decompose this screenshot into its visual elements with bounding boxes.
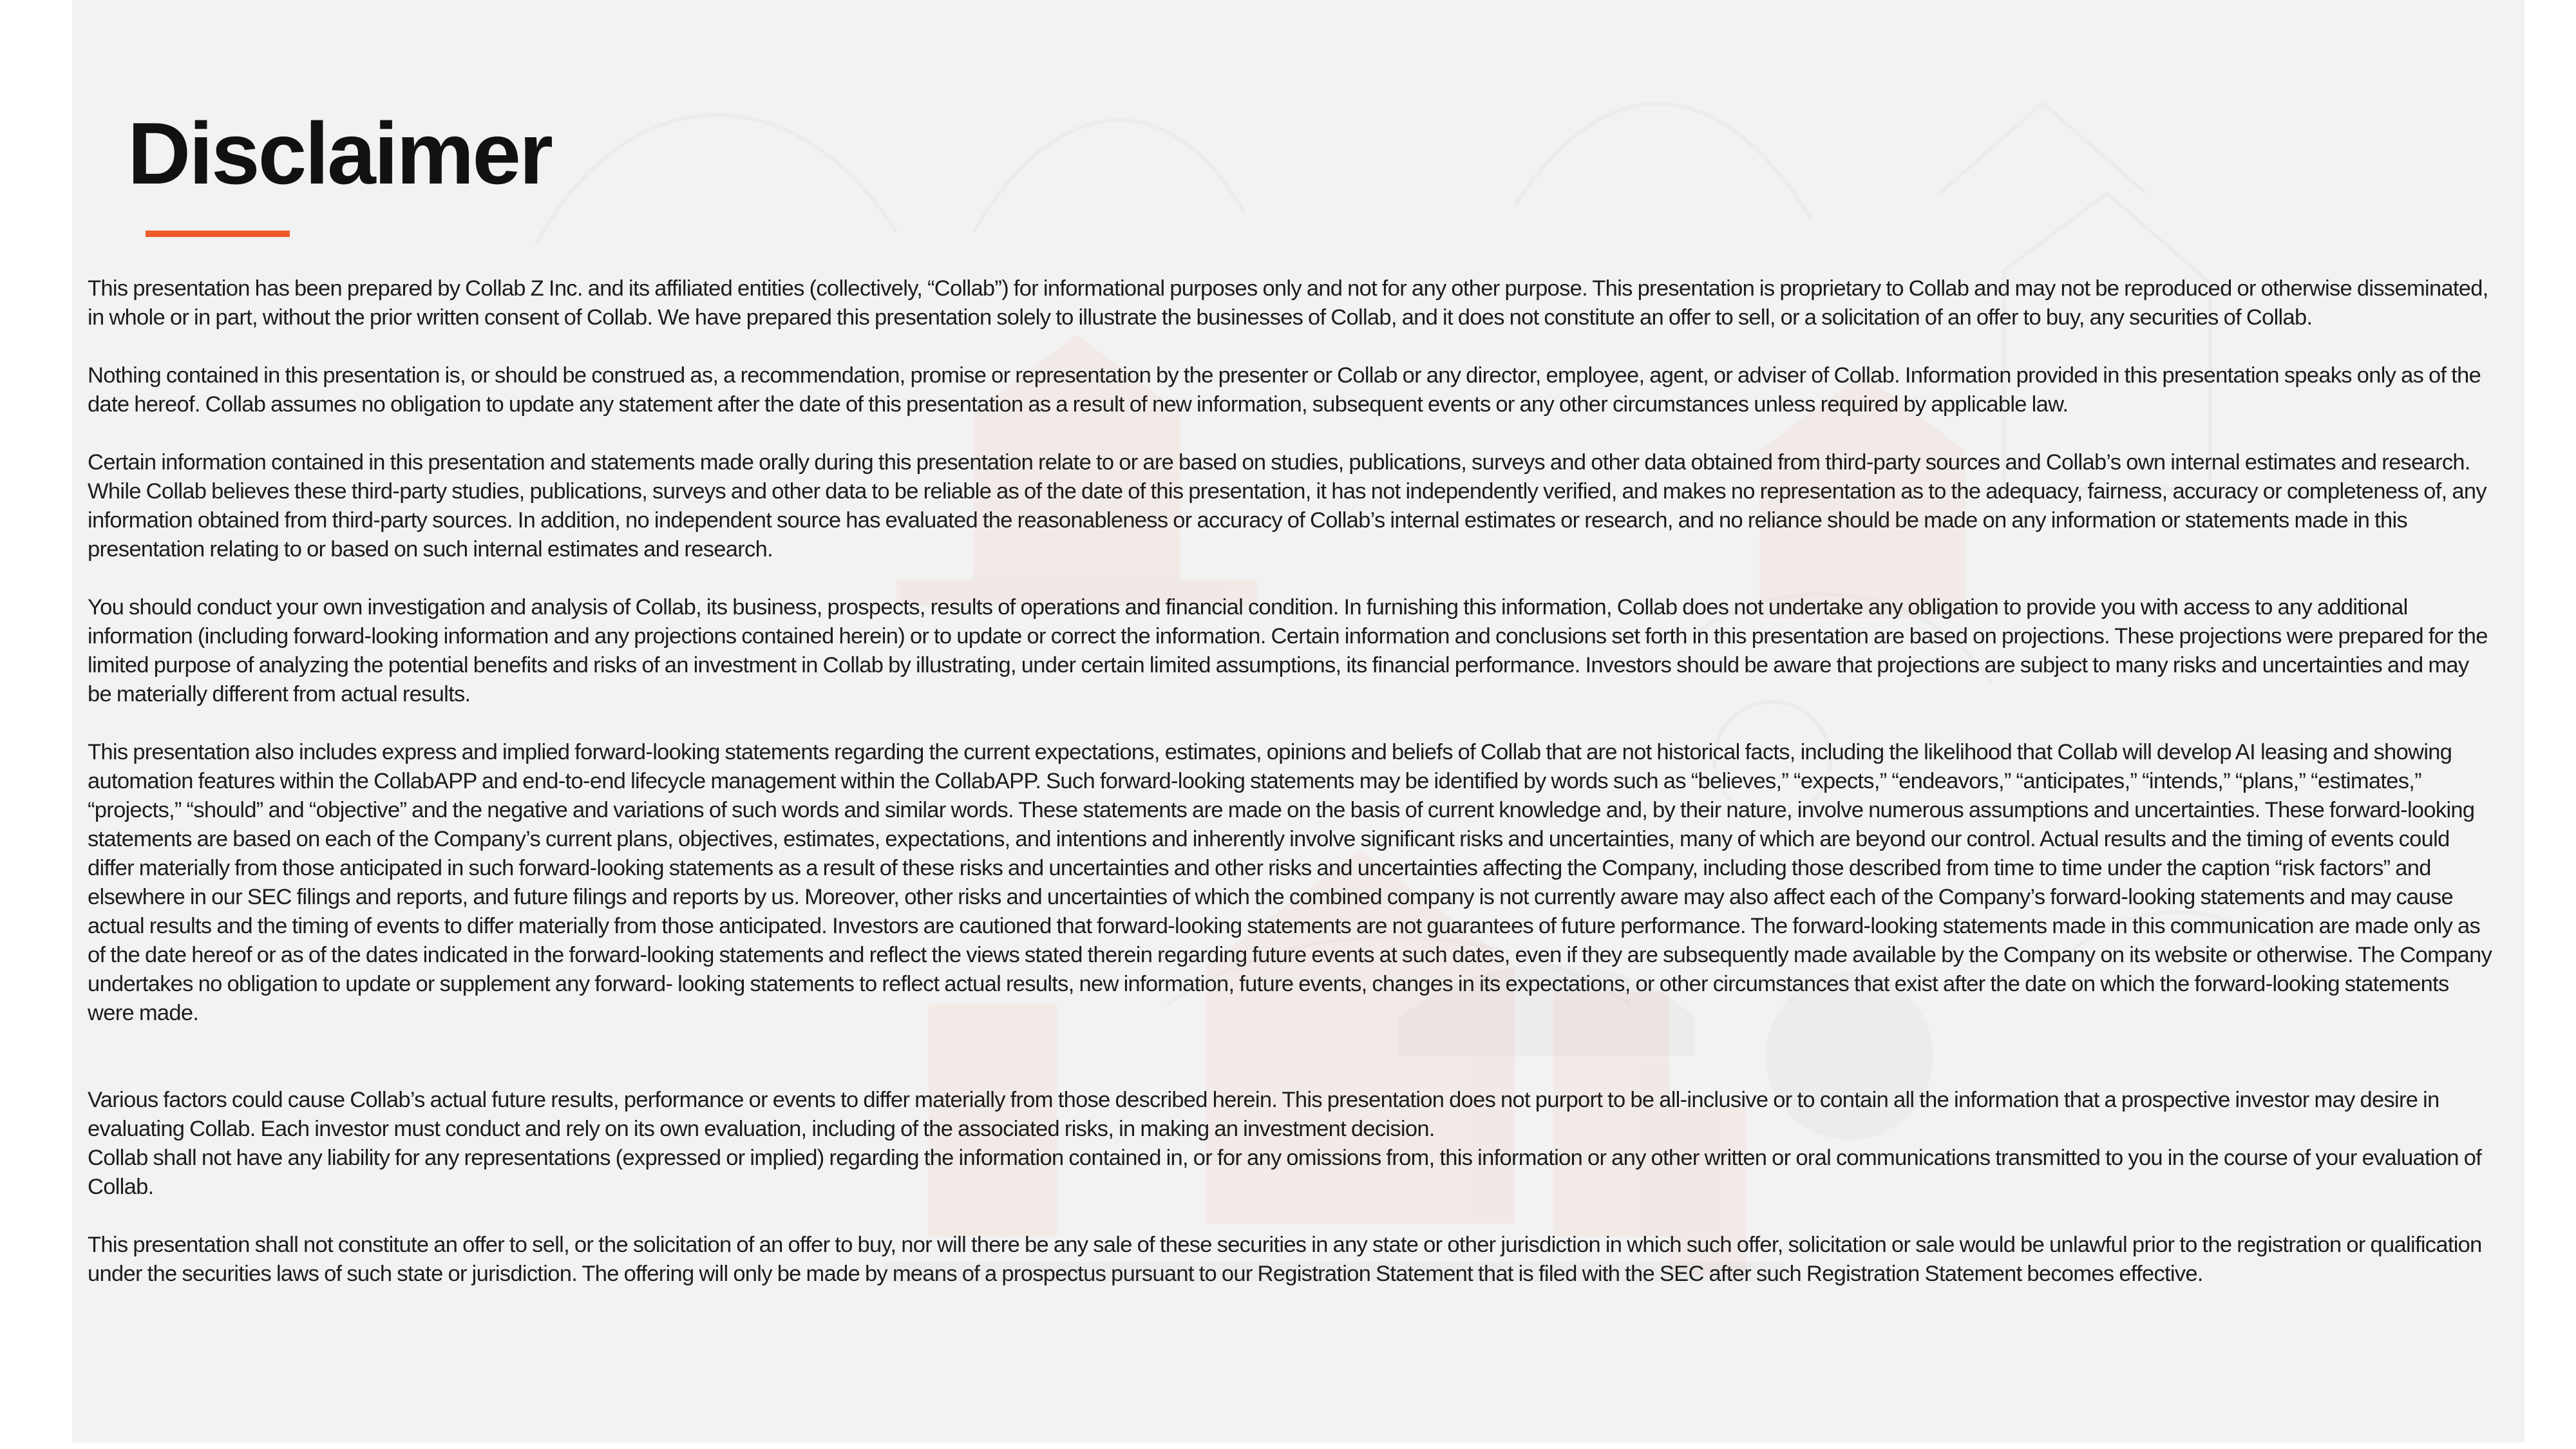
disclaimer-paragraph: Nothing contained in this presentation is, or should be construed as, a recommendation, promise or representation by the presenter or Collab or any director, employee, agent, or adviser of Collab. Information provided in this presentation speaks only as of the date hereof. Collab assumes no obligation to update any statement after the date of this presentation as a result of new information, subsequent events or any other circumstances unless required by applicable law. — [88, 363, 2481, 417]
disclaimer-paragraph: This presentation also includes express and implied forward-looking statements regarding the current expectations, estimates, opinions and beliefs of Collab that are not historical facts, including the likelihood that Collab will develop AI leasing and showing automation features within the CollabAPP and end-to-end lifecycle management within the CollabAPP. Such forward-looking statements may be identified by words such as “believes,” “expects,” “endeavors,” “anticipates,” “intends,” “plans,” “estimates,” “projects,” “should” and “objective” and the negative and variations of such words and similar words. These statements are made on the basis of current knowledge and, by their nature, involve numerous assumptions and uncertainties. These forward-looking statements are based on each of the Company’s current plans, objectives, estimates, expectations, and intentions and inherently involve significant risks and uncertainties, many of which are beyond our control. Actual results and the timing of events could differ materially from those anticipated in such forward-looking statements as a result of these risks and uncertainties and other risks and uncertainties affecting the Company, including those described from time to time under the caption “risk factors” and elsewhere in our SEC filings and reports, and future filings and reports by us. Moreover, other risks and uncertainties of which the combined company is not currently aware may also affect each of the Company’s forward-looking statements and may cause actual results and the timing of events to differ materially from those anticipated. Investors are cautioned that forward-looking statements are not guarantees of future performance. The forward-looking statements made in this communication are made only as of the date hereof or as of the dates indicated in the forward-looking statements and reflect the views stated therein regarding future events at such dates, even if they are subsequently made available by the Company on its website or otherwise. The Company undertakes no obligation to update or supplement any forward- looking statements to reflect actual results, new information, future events, changes in its expectations, or other circumstances that exist after the date on which the forward-looking statements were made. — [88, 740, 2492, 1025]
disclaimer-paragraph: You should conduct your own investigation and analysis of Collab, its business, prospects, results of operations and financial condition. In furnishing this information, Collab does not undertake any obligation to provide you with access to any additional information (including forward-looking information and any projections contained herein) or to update or correct the information. Certain information and conclusions set forth in this presentation are based on projections. These projections were prepared for the limited purpose of analyzing the potential benefits and risks of an investment in Collab by illustrating, under certain limited assumptions, its financial performance. Investors should be aware that projections are subject to many risks and uncertainties and may be materially different from actual results. — [88, 595, 2488, 706]
disclaimer-paragraph: This presentation has been prepared by Collab Z Inc. and its affiliated entities (collectively, “Collab”) for informational purposes only and not for any other purpose. This presentation is proprietary to Collab and may not be reproduced or otherwise disseminated, in whole or in part, without the prior written consent of Collab. We have prepared this presentation solely to illustrate the businesses of Collab, and it does not constitute an offer to sell, or a solicitation of an offer to buy, any securities of Collab. — [88, 276, 2488, 330]
disclaimer-paragraph: Various factors could cause Collab’s actual future results, performance or events to differ materially from those described herein. This presentation does not purport to be all-inclusive or to contain all the information that a prospective investor may desire in evaluating Collab. Each investor must conduct and rely on its own evaluation, including of the associated risks, in making an investment decision. — [88, 1088, 2439, 1141]
disclaimer-paragraph: Collab shall not have any liability for any representations (expressed or implied) regarding the information contained in, or for any omissions from, this information or any other written or oral communications transmitted to you in the course of your evaluation of Collab. — [88, 1146, 2482, 1199]
disclaimer-paragraph: Certain information contained in this presentation and statements made orally during this presentation relate to or are based on studies, publications, surveys and other data obtained from third-party sources and Collab’s own internal estimates and research. While Collab believes these third-party studies, publications, surveys and other data to be reliable as of the date of this presentation, it has not independently verified, and makes no representation as to the adequacy, fairness, accuracy or completeness of, any information obtained from third-party sources. In addition, no independent source has evaluated the reasonableness or accuracy of Collab’s internal estimates or research, and no reliance should be made on any information or statements made in this presentation relating to or based on such internal estimates and research. — [88, 450, 2486, 562]
disclaimer-body — [88, 274, 2496, 1289]
page-title: Disclaimer — [128, 104, 551, 202]
disclaimer-paragraph: This presentation shall not constitute an offer to sell, or the solicitation of an offer to buy, nor will there be any sale of these securities in any state or other jurisdiction in which such offer, solicitation or sale would be unlawful prior to the registration or qualification under the securities laws of such state or jurisdiction. The offering will only be made by means of a prospectus pursuant to our Registration Statement that is filed with the SEC after such Registration Statement becomes effective. — [88, 1233, 2482, 1286]
title-accent-underline — [146, 231, 290, 237]
slide — [72, 0, 2524, 1443]
